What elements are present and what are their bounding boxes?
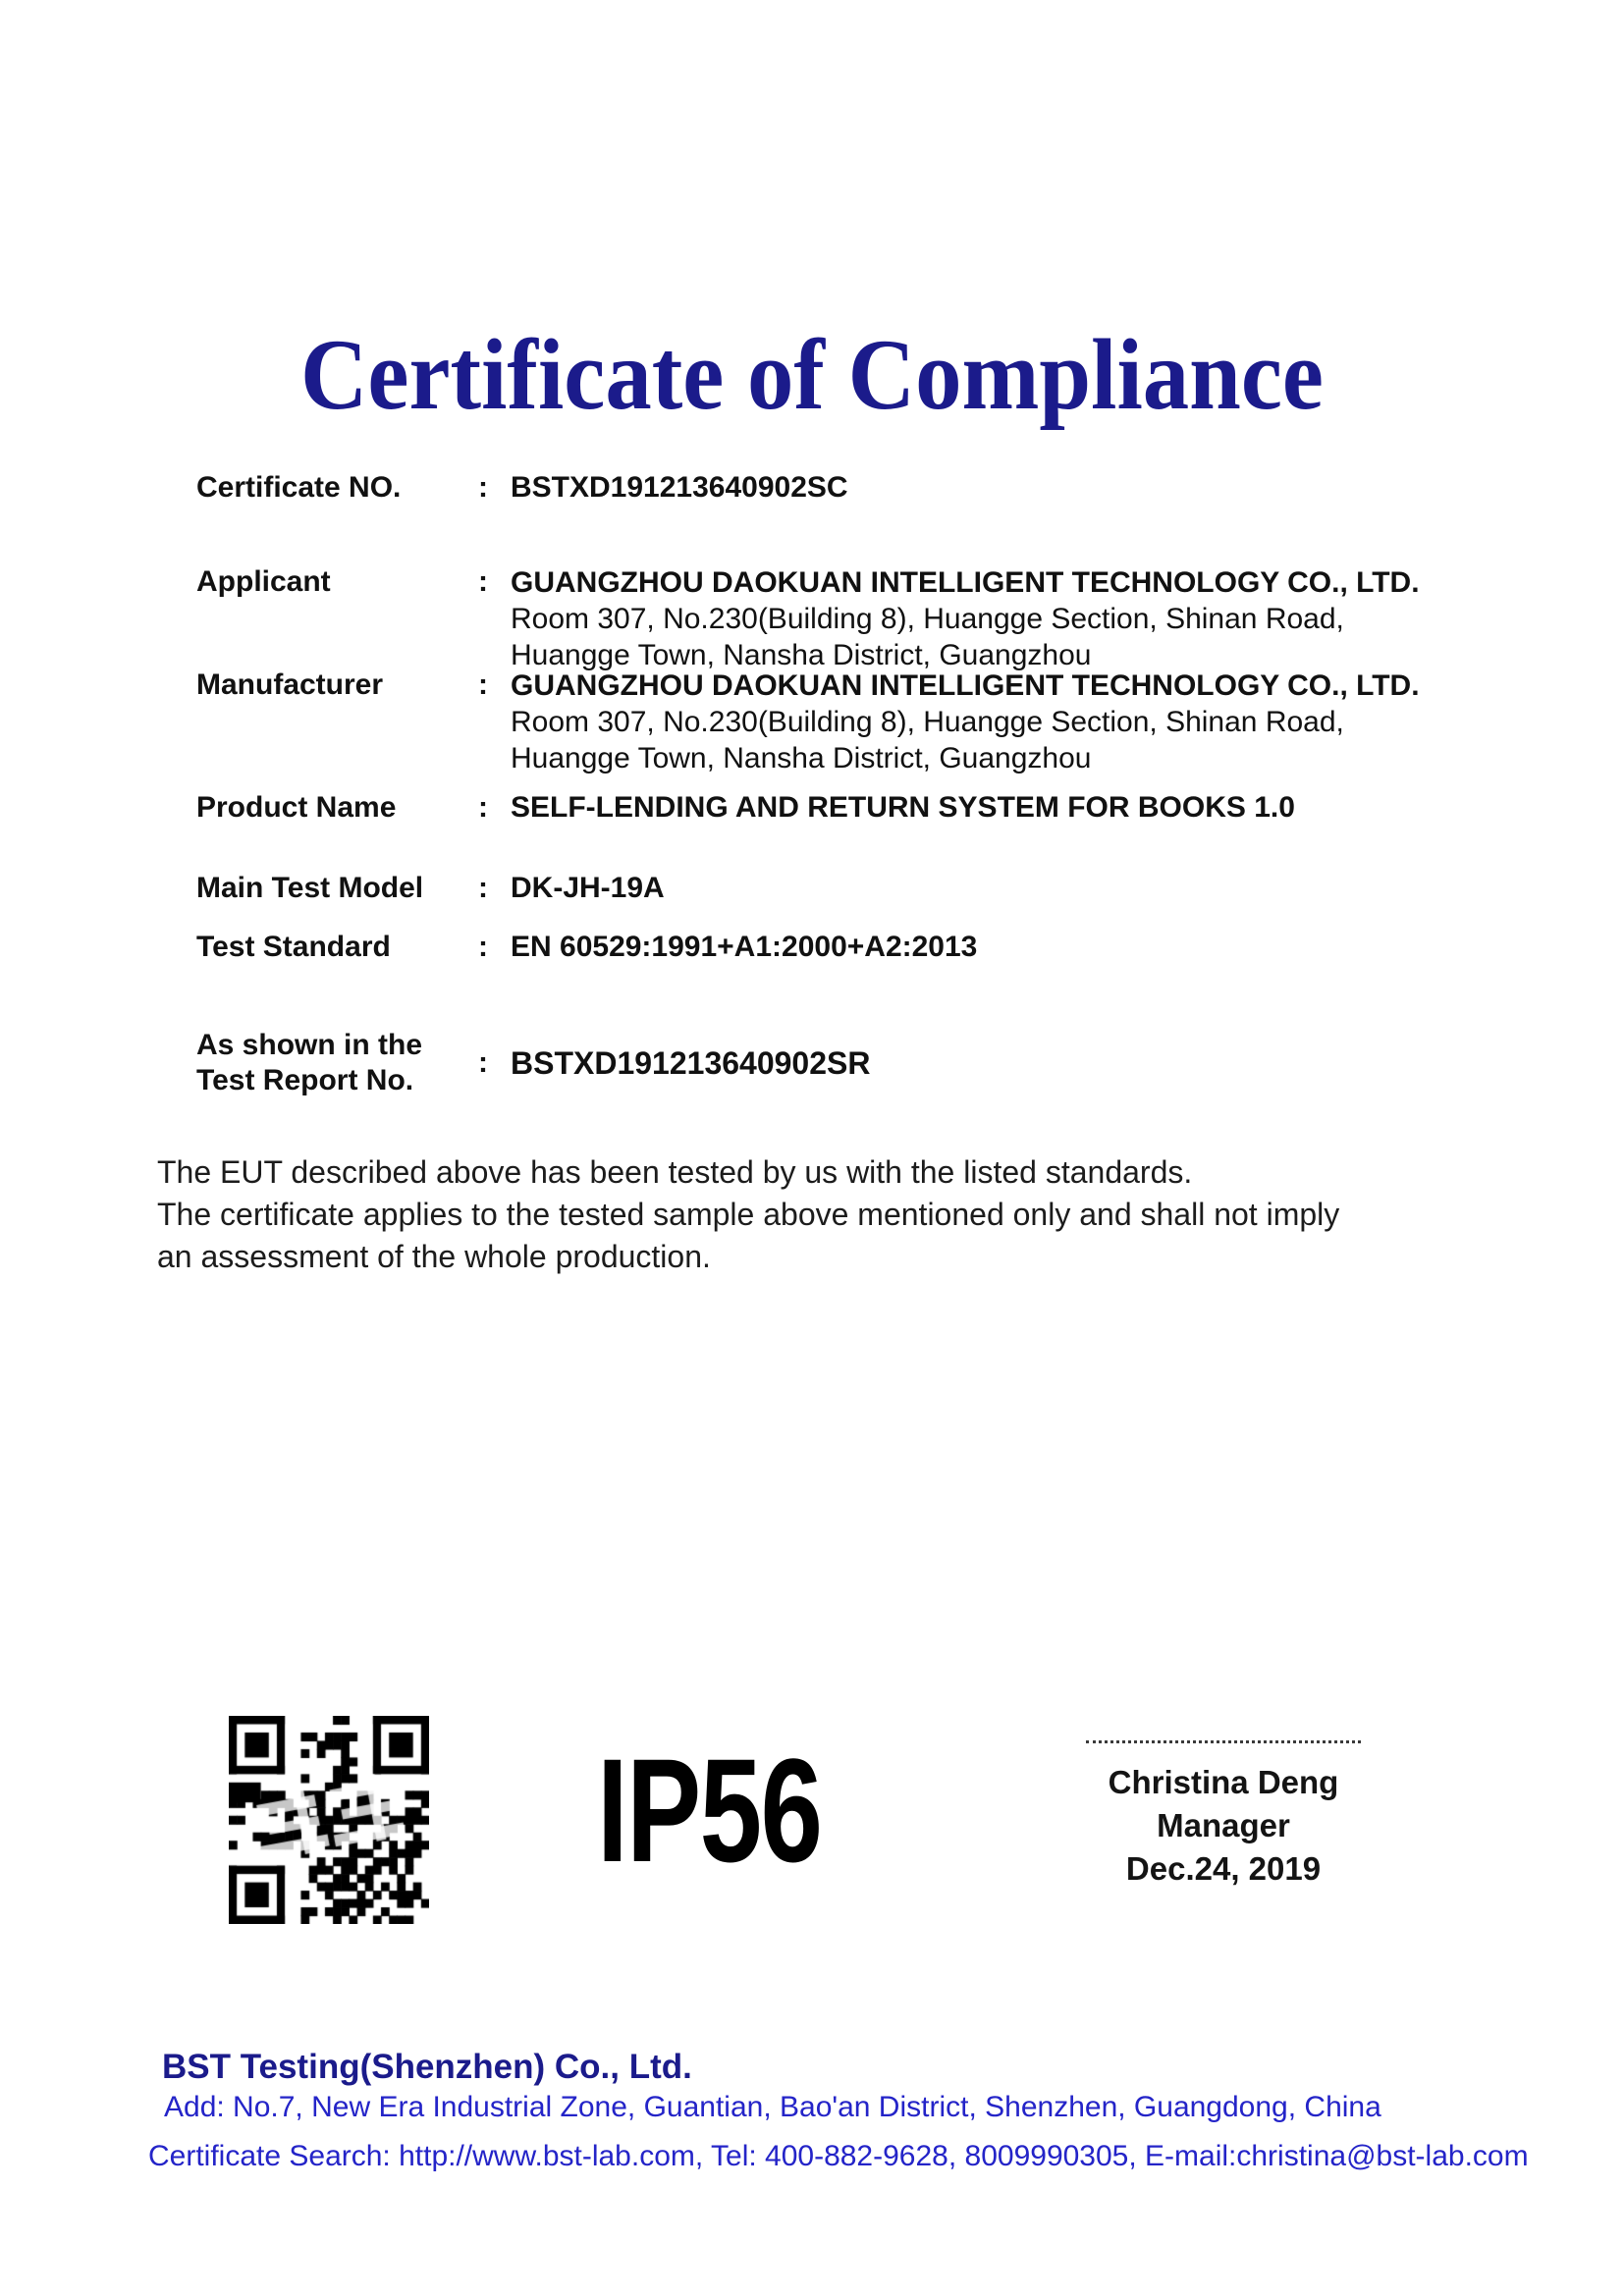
- statement-line2: The certificate applies to the tested sample above mentioned only and shall not imply: [157, 1197, 1340, 1232]
- main-test-model-label: Main Test Model: [196, 872, 424, 904]
- test-report-label-line1: As shown in the: [196, 1029, 423, 1061]
- manufacturer-address-line2: Huangge Town, Nansha District, Guangzhou: [511, 742, 1092, 774]
- manufacturer-company: GUANGZHOU DAOKUAN INTELLIGENT TECHNOLOGY CO., LTD.: [511, 669, 1420, 702]
- colon-separator: :: [478, 791, 488, 824]
- qr-code-image: [229, 1716, 429, 1924]
- colon-separator: :: [478, 872, 488, 904]
- manufacturer-label: Manufacturer: [196, 668, 384, 701]
- test-report-no-value: BSTXD191213640902SR: [511, 1045, 871, 1081]
- test-report-label: [196, 1028, 478, 1098]
- certificate-no-label: Certificate NO.: [196, 471, 402, 504]
- signature-block: [1086, 1740, 1361, 1891]
- compliance-statement: [157, 1151, 1532, 1278]
- field-row-main-test-model: [196, 871, 665, 906]
- field-row-applicant: [196, 564, 1420, 673]
- applicant-value-block: [511, 564, 1420, 673]
- statement-line3: an assessment of the whole production.: [157, 1239, 711, 1274]
- signer-title: Manager: [1157, 1807, 1290, 1843]
- manufacturer-value-block: [511, 667, 1420, 776]
- footer-contact: Certificate Search: http://www.bst-lab.com, Tel: 400-882-9628, 8009990305, E-mail:christina@bst-lab.com: [148, 2140, 1529, 2172]
- test-standard-label: Test Standard: [196, 931, 391, 963]
- ip-rating-stamp: IP56: [597, 1728, 822, 1893]
- test-standard-value: EN 60529:1991+A1:2000+A2:2013: [511, 931, 978, 963]
- applicant-address-line2: Huangge Town, Nansha District, Guangzhou: [511, 639, 1092, 671]
- footer-address: Add: No.7, New Era Industrial Zone, Guantian, Bao'an District, Shenzhen, Guangdong, China: [164, 2091, 1381, 2123]
- colon-separator: :: [478, 668, 488, 701]
- colon-separator: :: [478, 931, 488, 963]
- colon-separator: :: [478, 565, 488, 598]
- test-report-label-line2: Test Report No.: [196, 1064, 414, 1096]
- footer-company-name: BST Testing(Shenzhen) Co., Ltd.: [162, 2048, 692, 2086]
- manufacturer-address-line1: Room 307, No.230(Building 8), Huangge Section, Shinan Road,: [511, 706, 1344, 738]
- field-row-manufacturer: [196, 667, 1420, 776]
- product-name-label: Product Name: [196, 791, 397, 824]
- field-row-certificate-no: [196, 470, 848, 506]
- main-test-model-value: DK-JH-19A: [511, 872, 665, 904]
- applicant-company: GUANGZHOU DAOKUAN INTELLIGENT TECHNOLOGY CO., LTD.: [511, 566, 1420, 599]
- certificate-no-value: BSTXD191213640902SC: [511, 471, 848, 504]
- colon-separator: :: [478, 471, 488, 504]
- applicant-address-line1: Room 307, No.230(Building 8), Huangge Section, Shinan Road,: [511, 603, 1344, 635]
- field-row-test-standard: [196, 930, 977, 965]
- certificate-title: Certificate of Compliance: [299, 319, 1324, 431]
- signature-date: Dec.24, 2019: [1125, 1850, 1322, 1887]
- statement-line1: The EUT described above has been tested by us with the listed standards.: [157, 1154, 1193, 1190]
- colon-separator: :: [478, 1046, 488, 1079]
- field-row-test-report-no: [196, 1028, 870, 1098]
- signer-name: Christina Deng: [1108, 1764, 1339, 1800]
- product-name-value: SELF-LENDING AND RETURN SYSTEM FOR BOOKS 1.0: [511, 791, 1295, 824]
- field-row-product-name: [196, 790, 1295, 826]
- applicant-label: Applicant: [196, 565, 331, 598]
